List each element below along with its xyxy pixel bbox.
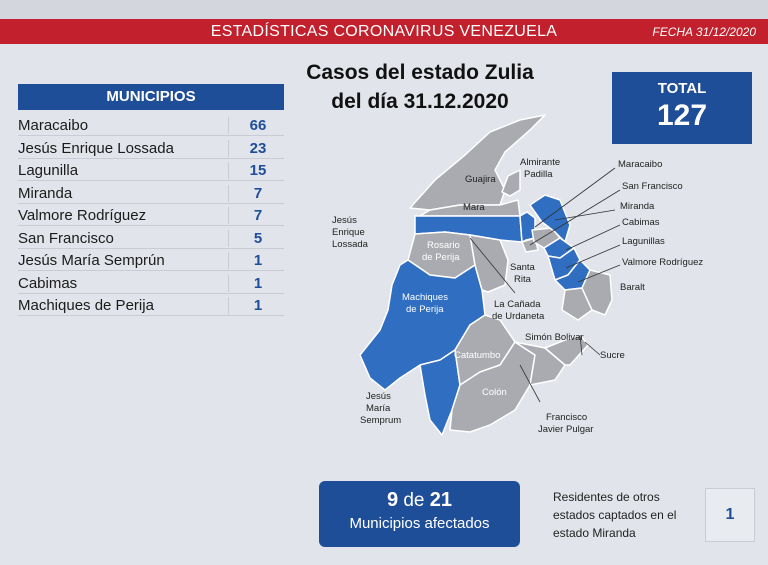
- map-label-simon-bolivar: Simón Bolivar: [525, 332, 584, 343]
- map-label-pulgar-1: Francisco: [546, 412, 588, 423]
- table-row: [18, 205, 284, 226]
- affected-count: 9: [386, 489, 399, 511]
- table-row: [18, 115, 284, 136]
- map-label-mara: Mara: [463, 202, 485, 213]
- map-label-pulgar-2: Javier Pulgar: [538, 424, 594, 435]
- map-label-miranda: Miranda: [620, 201, 655, 212]
- map-region-almirante-padilla: [502, 170, 520, 196]
- table-row: [18, 138, 284, 159]
- row-divider: [18, 270, 284, 271]
- row-divider: [18, 135, 284, 136]
- row-divider: [18, 180, 284, 181]
- residents-text-line1: Residentes de otros: [553, 490, 660, 504]
- column-divider: [228, 185, 229, 202]
- map-label-valmore: Valmore Rodríguez: [622, 257, 704, 268]
- map-label-cabimas: Cabimas: [622, 217, 660, 228]
- table-row: [18, 273, 284, 294]
- table-row: [18, 228, 284, 249]
- affected-label: Municipios afectados: [349, 515, 490, 532]
- municipio-cases: 15: [249, 162, 267, 179]
- municipio-cases: 23: [249, 139, 267, 157]
- map-label-machiques-2: de Perija: [406, 304, 444, 315]
- map-label-san-francisco: San Francisco: [622, 181, 683, 192]
- map-label-jel-2: Enrique: [332, 227, 365, 238]
- column-divider: [228, 297, 229, 314]
- row-divider: [18, 293, 284, 294]
- municipio-cases: 7: [253, 207, 263, 224]
- municipio-name: Miranda: [18, 184, 73, 202]
- municipio-name: San Francisco: [18, 229, 114, 247]
- total-value: 127: [656, 99, 708, 132]
- residents-text-line3: estado Miranda: [553, 526, 636, 540]
- header-bar: [0, 19, 768, 44]
- map-label-almirante-1: Almirante: [520, 157, 561, 168]
- row-divider: [18, 203, 284, 204]
- affected-total: 21: [429, 489, 453, 511]
- map-label-semprum-3: Semprum: [360, 415, 402, 426]
- municipio-cases: 1: [253, 274, 263, 292]
- map-label-santa-rita-1: Santa: [510, 262, 535, 273]
- municipio-name: Lagunilla: [18, 162, 79, 179]
- affected-of-word: de: [403, 490, 425, 511]
- municipio-name: Jesús Enrique Lossada: [18, 139, 174, 157]
- map-label-colon: Colón: [482, 387, 507, 398]
- map-label-canada-2: de Urdaneta: [492, 311, 545, 322]
- municipio-name: Jesús María Semprún: [18, 252, 165, 269]
- municipio-cases: 1: [253, 252, 263, 269]
- page-title-line2: del día 31.12.2020: [331, 90, 509, 113]
- map-label-semprum-2: María: [366, 403, 391, 414]
- total-label: TOTAL: [657, 80, 707, 97]
- municipio-name: Valmore Rodríguez: [18, 207, 147, 224]
- map-label-semprum-1: Jesús: [366, 391, 391, 402]
- affected-count-line: [319, 489, 520, 512]
- table-row: [18, 295, 284, 316]
- map-label-rosario-2: de Perija: [422, 252, 460, 263]
- row-divider: [18, 315, 284, 316]
- map-label-lagunillas: Lagunillas: [622, 236, 665, 247]
- residents-text-line2: estados captados en el: [553, 508, 677, 522]
- municipio-name: Maracaibo: [18, 117, 89, 134]
- affected-box: [319, 481, 520, 547]
- map-label-jel-1: Jesús: [332, 215, 357, 226]
- zulia-map: [330, 110, 768, 445]
- map-label-sucre: Sucre: [600, 350, 625, 361]
- header-title: ESTADÍSTICAS CORONAVIRUS VENEZUELA: [210, 23, 558, 40]
- residents-value: 1: [705, 488, 755, 542]
- column-divider: [228, 252, 229, 269]
- table-row: [18, 250, 284, 271]
- column-divider: [228, 117, 229, 134]
- row-divider: [18, 158, 284, 159]
- map-label-maracaibo: Maracaibo: [618, 159, 663, 170]
- row-divider: [18, 225, 284, 226]
- table-row: [18, 183, 284, 204]
- header-date: FECHA 31/12/2020: [652, 25, 756, 39]
- map-label-machiques-1: Machiques: [402, 292, 448, 303]
- map-label-rosario-1: Rosario: [427, 240, 460, 251]
- municipio-cases: 1: [253, 297, 263, 314]
- map-label-santa-rita-2: Rita: [514, 274, 531, 285]
- municipio-cases: 7: [253, 184, 263, 202]
- municipio-cases: 66: [249, 117, 267, 134]
- column-divider: [228, 275, 229, 292]
- municipio-name: Machiques de Perija: [18, 297, 154, 314]
- map-label-almirante-2: Padilla: [524, 169, 553, 180]
- map-label-guajira: Guajira: [465, 174, 496, 185]
- column-divider: [228, 162, 229, 179]
- column-divider: [228, 207, 229, 224]
- municipio-name: Cabimas: [18, 274, 78, 292]
- map-label-canada-1: La Cañada: [494, 299, 541, 310]
- map-label-baralt: Baralt: [620, 282, 645, 293]
- column-divider: [228, 230, 229, 247]
- residents-text: [553, 488, 703, 542]
- map-label-jel-3: Lossada: [332, 239, 368, 250]
- municipios-header: MUNICIPIOS: [18, 84, 284, 110]
- table-row: [18, 160, 284, 181]
- page-title-line1: Casos del estado Zulia: [306, 61, 534, 84]
- page-title: [280, 58, 560, 116]
- map-label-catatumbo: Catatumbo: [454, 350, 501, 361]
- municipio-cases: 5: [253, 229, 263, 247]
- row-divider: [18, 248, 284, 249]
- column-divider: [228, 140, 229, 157]
